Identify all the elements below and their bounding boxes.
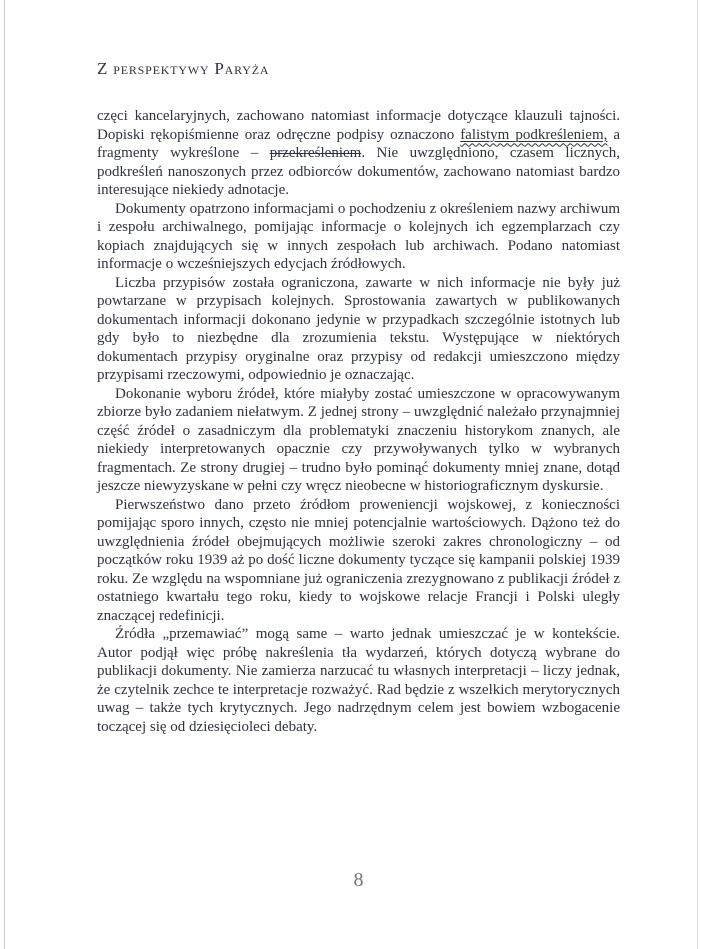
running-header: Z perspektywy Paryża [97, 59, 270, 78]
underlined-text [460, 127, 607, 143]
wavy-underlined-text: falistym podkreśleniem, [460, 126, 608, 143]
paragraph [97, 385, 620, 496]
text-segment: . Nie uwzględniono, czasem licznych, podkreśleń nanoszonych przez odbiorców dokumentów, zachowano natomiast bardzo interesujące niekiedy adnotacje. [97, 145, 620, 198]
paragraph [97, 200, 620, 274]
text-segment: Dokumenty opatrzono informacjami o pochodzeniu z określeniem nazwy archiwum i zespołu archiwalnego, pomijając informacje o kolejnych ich egzemplarzach czy kopiach znajdujących się w innych zespołach lub archiwach. Podano natomiast informacje o wcześniejszych edycjach źródłowych. [97, 200, 620, 272]
page-number: 8 [353, 869, 364, 891]
paragraph [97, 625, 620, 736]
page-right-edge-line [697, 0, 698, 949]
paragraph [97, 274, 620, 385]
text-segment: częci kancelaryjnych, zachowano natomiast informacje dotyczące klauzuli tajności. Dopiski rękopiśmienne oraz odręczne podpisy oznaczono [97, 108, 620, 143]
paragraph [97, 107, 620, 200]
page-left-edge-line [4, 0, 5, 949]
text-segment: Dokonanie wyboru źródeł, które miałyby zostać umieszczone w opracowywanym zbiorze było zadaniem niełatwym. Z jednej strony – uwzględnić należało przynajmniej część źródeł o zasadniczym dla problematyki znaczeniu historykom znanych, ale niekiedy interpretowanych opacznie czy przywoływanych tylko w wybranych fragmentach. Ze strony drugiej – trudno było pominąć dokumenty mniej znane, dotąd jeszcze niewyzyskane w pełni czy wręcz nieobecne w historiograficznym dyskursie. [97, 385, 620, 494]
body-text [97, 107, 620, 736]
text-segment: a fragmenty wykreślone – [97, 126, 620, 161]
text-segment: Pierwszeństwo dano przeto źródłom proweniencji wojskowej, z konieczności pomijając sporo innych, często nie mniej potencjalnie wartościowych. Dążono też do uwzględnienia źródeł obejmujących możliwie szeroki zakres chronologiczny – od początków roku 1939 aż po dość liczne dokumenty tyczące się kampanii polskiej 1939 roku. Ze względu na wspomniane już ograniczenia zrezygnowano z publikacji źródeł z ostatniego kwartału tego roku, kiedy to wojskowe relacje Francji i Polski uległy znaczącej redefinicji. [97, 496, 620, 624]
text-segment: Liczba przypisów została ograniczona, zawarte w nich informacje nie były już powtarzane w przypisach kolejnych. Sprostowania zawartych w publikowanych dokumentach informacji dokonano jedynie w przypadkach szczególnie istotnych lub gdy było to niezbędne dla zrozumienia tekstu. Występujące w niektórych dokumentach przypisy oryginalne oraz przypisy od redakcji umieszczono między przypisami rzeczowymi, odpowiednio je oznaczając. [97, 274, 620, 383]
paragraph [97, 496, 620, 626]
text-segment: Źródła „przemawiać” mogą same – warto jednak umieszczać je w kontekście. Autor podjął więc próbę nakreślenia tła wydarzeń, których dotyczą wybrane do publikacji dokumenty. Nie zamierza narzucać tu własnych interpretacji – liczy jednak, że czytelnik zechce te interpretacje rozważyć. Rad będzie z wszelkich merytorycznych uwag – także tych krytycznych. Jego nadrzędnym celem jest bowiem wzbogacenie toczącej się od dziesięcioleci debaty. [97, 626, 620, 735]
struck-through-text: przekreśleniem [269, 145, 362, 161]
